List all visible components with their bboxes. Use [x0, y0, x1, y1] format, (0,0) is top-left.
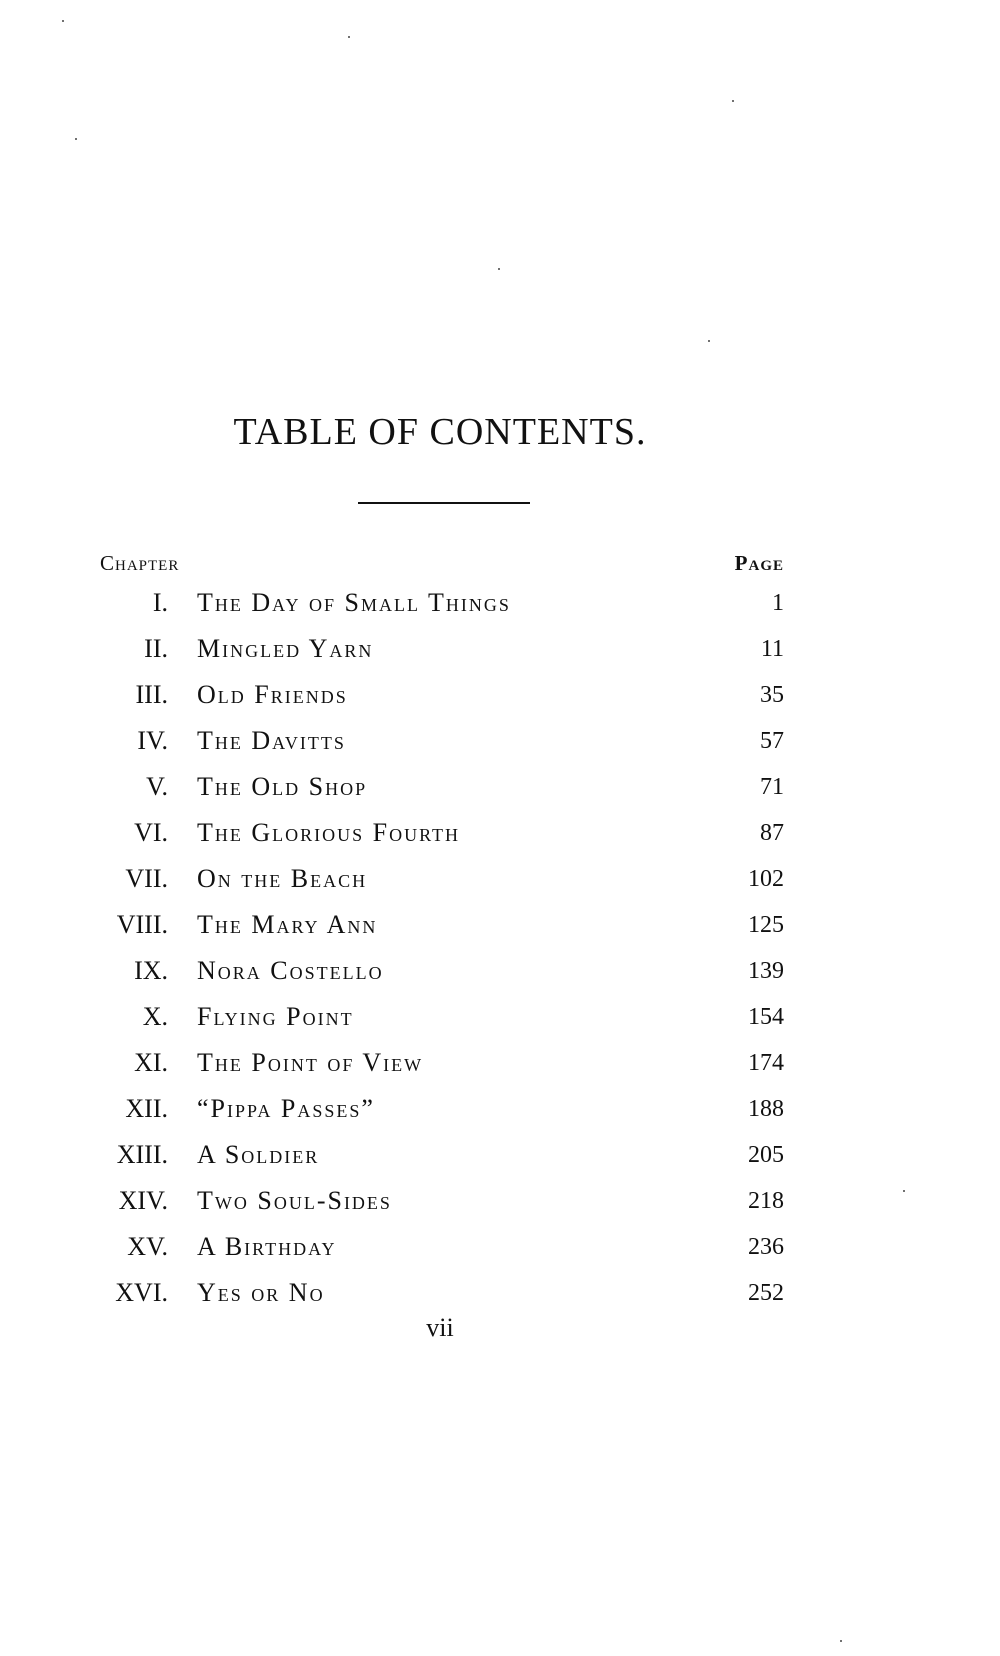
chapter-number: XII. [125, 1094, 168, 1123]
chapter-number: VIII. [116, 910, 168, 939]
toc-entry [100, 672, 784, 718]
page-number: 71 [760, 774, 784, 800]
page-number: 154 [748, 1004, 784, 1030]
title-rule [358, 502, 530, 504]
chapter-title: Flying Point . . . [197, 994, 727, 1040]
chapter-title: “Pippa Passes” . . . [197, 1086, 727, 1132]
chapter-number: II. [144, 634, 168, 663]
toc-header [100, 551, 784, 579]
chapter-title: A Birthday . . . [197, 1224, 727, 1270]
chapter-number: XIII. [116, 1140, 168, 1169]
chapter-number: XVI. [115, 1278, 168, 1307]
toc-list [100, 580, 784, 1316]
toc-entry [100, 810, 784, 856]
scan-speck [732, 100, 734, 102]
page-number: 125 [748, 912, 784, 938]
chapter-title: The Point of View . . . [197, 1040, 727, 1086]
page-number: 205 [748, 1142, 784, 1168]
toc-entry [100, 1178, 784, 1224]
scan-speck [903, 1190, 905, 1192]
page-number: 87 [760, 820, 784, 846]
chapter-number: V. [146, 772, 168, 801]
chapter-title: Two Soul-Sides . . . [197, 1178, 727, 1224]
page-number: 188 [748, 1096, 784, 1122]
toc-entry [100, 718, 784, 764]
chapter-number: XV. [127, 1232, 168, 1261]
chapter-title: The Day of Small Things . . . [197, 580, 727, 626]
chapter-number: IX. [134, 956, 168, 985]
chapter-title: A Soldier . . . [197, 1132, 727, 1178]
page-number: 139 [748, 958, 784, 984]
chapter-title: The Mary Ann . . . [197, 902, 727, 948]
toc-entry [100, 1040, 784, 1086]
scan-speck [62, 20, 64, 22]
page-number: 102 [748, 866, 784, 892]
page-number: 57 [760, 728, 784, 754]
page-number: 174 [748, 1050, 784, 1076]
page-number: 11 [760, 636, 784, 662]
scan-speck [348, 36, 350, 38]
page-number: 1 [772, 590, 784, 616]
toc-entry [100, 580, 784, 626]
scan-speck [708, 340, 710, 342]
chapter-title: Nora Costello . . . [197, 948, 727, 994]
chapter-column-label: Chapter [100, 551, 180, 575]
chapter-title: Yes or No . . . [197, 1270, 727, 1316]
chapter-number: VI. [134, 818, 168, 847]
chapter-title: The Davitts . . . [197, 718, 727, 764]
chapter-title: Mingled Yarn . . . [197, 626, 727, 672]
chapter-title: On the Beach . . . [197, 856, 727, 902]
chapter-number: X. [142, 1002, 168, 1031]
page-number: 35 [760, 682, 784, 708]
chapter-number: VII. [125, 864, 168, 893]
chapter-number: III. [135, 680, 168, 709]
toc-entry [100, 994, 784, 1040]
page-column-label: Page [734, 551, 784, 575]
page-number: 252 [748, 1280, 784, 1306]
scan-speck [498, 268, 500, 270]
toc-entry [100, 764, 784, 810]
toc-entry [100, 856, 784, 902]
scan-speck [75, 138, 77, 140]
page-folio: vii [426, 1313, 454, 1342]
chapter-number: IV. [137, 726, 168, 755]
toc-entry [100, 948, 784, 994]
toc-entry [100, 1132, 784, 1178]
chapter-number: XI. [134, 1048, 168, 1077]
chapter-number: I. [152, 588, 168, 617]
chapter-title: The Old Shop . . . [197, 764, 727, 810]
chapter-title: Old Friends . . . [197, 672, 727, 718]
page-number: 236 [748, 1234, 784, 1260]
chapter-title: The Glorious Fourth . . . [197, 810, 727, 856]
toc-entry [100, 1270, 784, 1316]
toc-entry [100, 1224, 784, 1270]
page-number: 218 [748, 1188, 784, 1214]
chapter-number: XIV. [118, 1186, 168, 1215]
page-title: TABLE OF CONTENTS. [233, 411, 647, 454]
toc-entry [100, 626, 784, 672]
toc-entry [100, 902, 784, 948]
scan-speck [840, 1640, 842, 1642]
toc-entry [100, 1086, 784, 1132]
